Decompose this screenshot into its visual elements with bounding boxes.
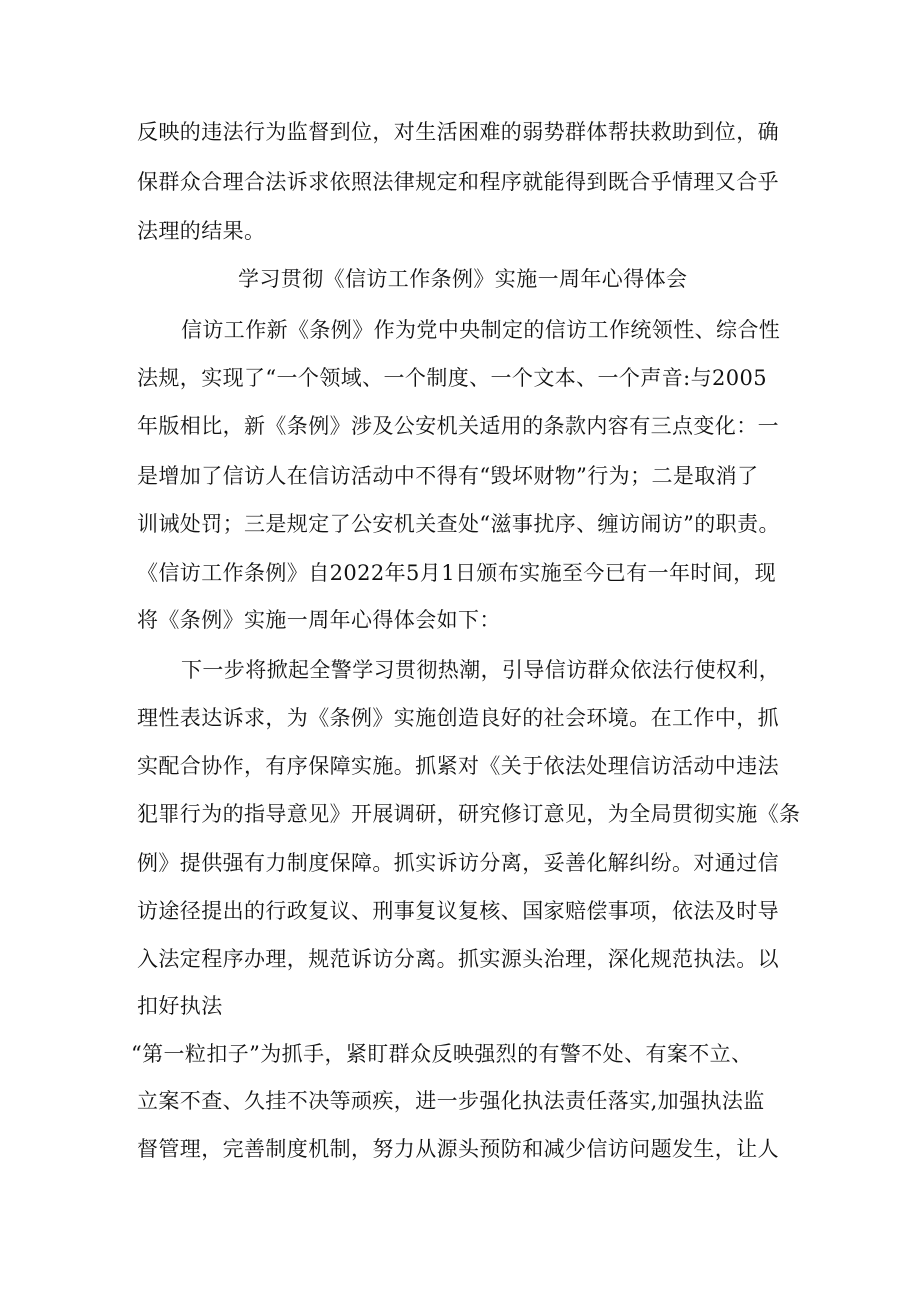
intro-line-3: 法理的结果。 (137, 219, 266, 243)
para2-line-4: 犯罪行为的指导意见》开展调研，研究修订意见，为全局贯彻实施《条 (137, 802, 801, 826)
para2-line-6: 访途径提出的行政复议、刑事复议复核、国家赔偿事项，依法及时导 (137, 899, 779, 923)
para3-line-3: 督管理，完善制度机制，努力从源头预防和减少信访问题发生，让人 (137, 1137, 779, 1161)
para1-line-5: 训诫处罚；三是规定了公安机关查处“滋事扰序、缠访闹访”的职责。 (137, 512, 780, 536)
para2-line-2: 理性表达诉求，为《条例》实施创造良好的社会环境。在工作中，抓 (137, 706, 779, 730)
para1-line-7: 将《条例》实施一周年心得体会如下： (137, 608, 501, 632)
para2-line-1: 下一步将掀起全警学习贯彻热潮，引导信访群众依法行使权利， (181, 658, 781, 682)
para3-line-2: 立案不查、久挂不决等顽疾，进一步强化执法责任落实,加强执法监 (137, 1089, 765, 1113)
intro-line-2: 保群众合理合法诉求依照法律规定和程序就能得到既合乎情理又合乎 (137, 170, 779, 194)
para2-line-8: 扣好执法 (137, 994, 223, 1018)
para1-line-2: 法规，实现了“一个领域、一个制度、一个文本、一个声音:与2005 (137, 366, 768, 390)
para2-line-3: 实配合协作，有序保障实施。抓紧对《关于依法处理信访活动中违法 (137, 754, 779, 778)
intro-line-1: 反映的违法行为监督到位，对生活困难的弱势群体帮扶救助到位，确 (137, 120, 779, 144)
para1-line-3: 年版相比，新《条例》涉及公安机关适用的条款内容有三点变化：一 (137, 414, 779, 438)
para1-line-6: 《信访工作条例》自2022年5月1日颁布实施至今已有一年时间，现 (137, 561, 776, 585)
para1-line-4: 是增加了信访人在信访活动中不得有“毁坏财物”行为；二是取消了 (137, 464, 759, 488)
para2-line-5: 例》提供强有力制度保障。抓实诉访分离，妥善化解纠纷。对通过信 (137, 851, 779, 875)
para2-line-7: 入法定程序办理，规范诉访分离。抓实源头治理，深化规范执法。以 (137, 947, 779, 971)
document-title: 学习贯彻《信访工作条例》实施一周年心得体会 (238, 267, 688, 291)
para3-line-1: “第一粒扣子”为抓手，紧盯群众反映强烈的有警不处、有案不立、 (131, 1042, 753, 1066)
para1-line-1: 信访工作新《条例》作为党中央制定的信访工作统领性、综合性 (181, 318, 781, 342)
